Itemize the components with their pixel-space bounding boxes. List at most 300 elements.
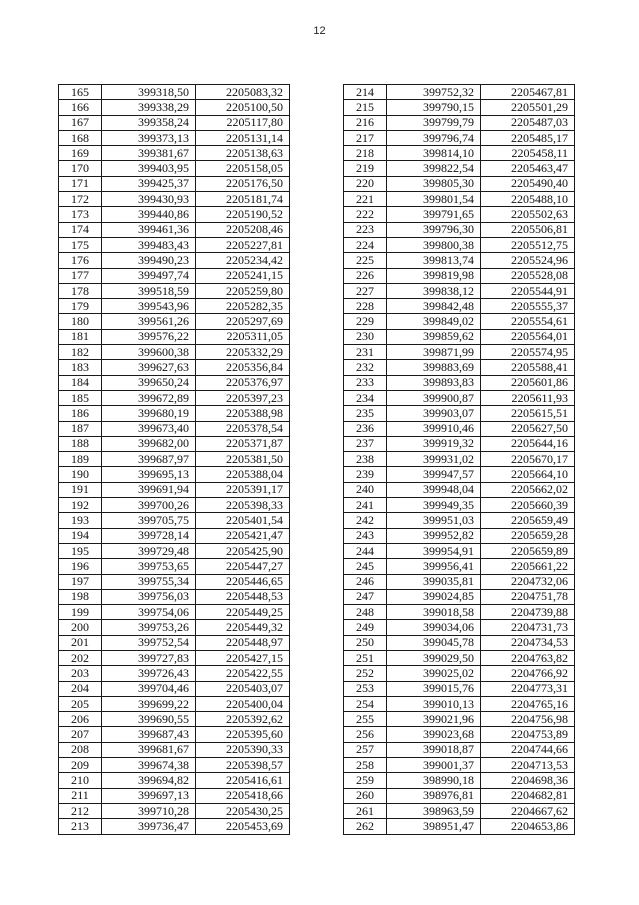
x-coordinate-cell: 399430,93 (102, 192, 196, 207)
y-coordinate-cell: 2205398,57 (196, 758, 290, 773)
point-number-cell: 201 (59, 635, 102, 650)
point-number-cell: 197 (59, 574, 102, 589)
x-coordinate-cell: 399627,63 (102, 360, 196, 375)
y-coordinate-cell: 2205458,11 (481, 146, 575, 161)
y-coordinate-cell: 2205463,47 (481, 161, 575, 176)
table-row (344, 268, 575, 283)
y-coordinate-cell: 2205416,61 (196, 773, 290, 788)
point-number-cell: 212 (59, 803, 102, 818)
point-number-cell: 189 (59, 452, 102, 467)
x-coordinate-cell: 399838,12 (387, 283, 481, 298)
table-row (344, 192, 575, 207)
point-number-cell: 221 (344, 192, 387, 207)
x-coordinate-cell: 399819,98 (387, 268, 481, 283)
point-number-cell: 166 (59, 100, 102, 115)
y-coordinate-cell: 2205138,63 (196, 146, 290, 161)
point-number-cell: 173 (59, 207, 102, 222)
point-number-cell: 181 (59, 329, 102, 344)
table-row (344, 161, 575, 176)
x-coordinate-cell: 399919,32 (387, 436, 481, 451)
table-row (344, 620, 575, 635)
table-row (344, 513, 575, 528)
x-coordinate-cell: 399814,10 (387, 146, 481, 161)
table-row (344, 85, 575, 100)
y-coordinate-cell: 2205644,16 (481, 436, 575, 451)
table-row (344, 452, 575, 467)
x-coordinate-cell: 399883,69 (387, 360, 481, 375)
x-coordinate-cell: 399753,65 (102, 559, 196, 574)
table-row (344, 360, 575, 375)
point-number-cell: 229 (344, 314, 387, 329)
table-row (344, 574, 575, 589)
y-coordinate-cell: 2205083,32 (196, 85, 290, 100)
table-row (344, 482, 575, 497)
point-number-cell: 180 (59, 314, 102, 329)
point-number-cell: 179 (59, 299, 102, 314)
x-coordinate-cell: 399673,40 (102, 421, 196, 436)
x-coordinate-cell: 399849,02 (387, 314, 481, 329)
point-number-cell: 240 (344, 482, 387, 497)
x-coordinate-cell: 398976,81 (387, 788, 481, 803)
point-number-cell: 243 (344, 528, 387, 543)
y-coordinate-cell: 2205158,05 (196, 161, 290, 176)
x-coordinate-cell: 399023,68 (387, 727, 481, 742)
x-coordinate-cell: 399900,87 (387, 390, 481, 405)
x-coordinate-cell: 399318,50 (102, 85, 196, 100)
x-coordinate-cell: 399755,34 (102, 574, 196, 589)
table-row (59, 559, 290, 574)
table-row (59, 528, 290, 543)
x-coordinate-cell: 399822,54 (387, 161, 481, 176)
table-row (59, 727, 290, 742)
x-coordinate-cell: 399650,24 (102, 375, 196, 390)
x-coordinate-cell: 399025,02 (387, 666, 481, 681)
y-coordinate-cell: 2205659,28 (481, 528, 575, 543)
x-coordinate-cell: 399490,23 (102, 253, 196, 268)
x-coordinate-cell: 398951,47 (387, 819, 481, 834)
point-number-cell: 248 (344, 605, 387, 620)
point-number-cell: 165 (59, 85, 102, 100)
x-coordinate-cell: 399034,06 (387, 620, 481, 635)
y-coordinate-cell: 2205403,07 (196, 681, 290, 696)
x-coordinate-cell: 399753,26 (102, 620, 196, 635)
table-row (344, 666, 575, 681)
x-coordinate-cell: 399029,50 (387, 650, 481, 665)
y-coordinate-cell: 2205398,33 (196, 498, 290, 513)
x-coordinate-cell: 399910,46 (387, 421, 481, 436)
point-number-cell: 232 (344, 360, 387, 375)
table-row (59, 803, 290, 818)
x-coordinate-cell: 399903,07 (387, 406, 481, 421)
table-row (344, 528, 575, 543)
y-coordinate-cell: 2204667,62 (481, 803, 575, 818)
point-number-cell: 186 (59, 406, 102, 421)
point-number-cell: 236 (344, 421, 387, 436)
page-number: 12 (313, 25, 326, 37)
y-coordinate-cell: 2205391,17 (196, 482, 290, 497)
x-coordinate-cell: 399954,91 (387, 543, 481, 558)
y-coordinate-cell: 2204653,86 (481, 819, 575, 834)
y-coordinate-cell: 2205190,52 (196, 207, 290, 222)
point-number-cell: 216 (344, 115, 387, 130)
table-row (59, 85, 290, 100)
table-row (344, 543, 575, 558)
table-row (59, 620, 290, 635)
x-coordinate-cell: 399015,76 (387, 681, 481, 696)
x-coordinate-cell: 399756,03 (102, 589, 196, 604)
x-coordinate-cell: 399010,13 (387, 696, 481, 711)
y-coordinate-cell: 2205176,50 (196, 176, 290, 191)
y-coordinate-cell: 2205659,49 (481, 513, 575, 528)
x-coordinate-cell: 398963,59 (387, 803, 481, 818)
coordinates-table-left (58, 84, 290, 835)
y-coordinate-cell: 2204734,53 (481, 635, 575, 650)
table-row (59, 605, 290, 620)
y-coordinate-cell: 2205376,97 (196, 375, 290, 390)
x-coordinate-cell: 399801,54 (387, 192, 481, 207)
point-number-cell: 241 (344, 498, 387, 513)
x-coordinate-cell: 399687,97 (102, 452, 196, 467)
y-coordinate-cell: 2205664,10 (481, 467, 575, 482)
y-coordinate-cell: 2205660,39 (481, 498, 575, 513)
x-coordinate-cell: 399024,85 (387, 589, 481, 604)
y-coordinate-cell: 2205488,10 (481, 192, 575, 207)
x-coordinate-cell: 399687,43 (102, 727, 196, 742)
y-coordinate-cell: 2205670,17 (481, 452, 575, 467)
y-coordinate-cell: 2204765,16 (481, 696, 575, 711)
x-coordinate-cell: 399358,24 (102, 115, 196, 130)
table-row (344, 314, 575, 329)
table-row (59, 329, 290, 344)
point-number-cell: 225 (344, 253, 387, 268)
x-coordinate-cell: 399752,54 (102, 635, 196, 650)
table-row (59, 436, 290, 451)
point-number-cell: 178 (59, 283, 102, 298)
y-coordinate-cell: 2205615,51 (481, 406, 575, 421)
table-row (59, 712, 290, 727)
point-number-cell: 235 (344, 406, 387, 421)
point-number-cell: 171 (59, 176, 102, 191)
y-coordinate-cell: 2205449,32 (196, 620, 290, 635)
x-coordinate-cell: 399931,02 (387, 452, 481, 467)
table-row (59, 421, 290, 436)
point-number-cell: 227 (344, 283, 387, 298)
point-number-cell: 174 (59, 222, 102, 237)
y-coordinate-cell: 2204756,98 (481, 712, 575, 727)
point-number-cell: 245 (344, 559, 387, 574)
y-coordinate-cell: 2205544,91 (481, 283, 575, 298)
x-coordinate-cell: 399859,62 (387, 329, 481, 344)
x-coordinate-cell: 399695,13 (102, 467, 196, 482)
table-row (344, 589, 575, 604)
y-coordinate-cell: 2205311,05 (196, 329, 290, 344)
table-row (59, 758, 290, 773)
y-coordinate-cell: 2204682,81 (481, 788, 575, 803)
point-number-cell: 222 (344, 207, 387, 222)
y-coordinate-cell: 2204732,06 (481, 574, 575, 589)
y-coordinate-cell: 2205554,61 (481, 314, 575, 329)
y-coordinate-cell: 2205381,50 (196, 452, 290, 467)
x-coordinate-cell: 399035,81 (387, 574, 481, 589)
y-coordinate-cell: 2205241,15 (196, 268, 290, 283)
table-row (344, 130, 575, 145)
table-row (59, 222, 290, 237)
point-number-cell: 237 (344, 436, 387, 451)
point-number-cell: 214 (344, 85, 387, 100)
table-row (59, 574, 290, 589)
point-number-cell: 207 (59, 727, 102, 742)
point-number-cell: 188 (59, 436, 102, 451)
point-number-cell: 251 (344, 650, 387, 665)
x-coordinate-cell: 399871,99 (387, 345, 481, 360)
table-row (344, 406, 575, 421)
table-row (344, 436, 575, 451)
y-coordinate-cell: 2205400,04 (196, 696, 290, 711)
y-coordinate-cell: 2205487,03 (481, 115, 575, 130)
point-number-cell: 246 (344, 574, 387, 589)
y-coordinate-cell: 2205422,55 (196, 666, 290, 681)
x-coordinate-cell: 399483,43 (102, 237, 196, 252)
table-row (344, 773, 575, 788)
table-row (59, 161, 290, 176)
table-row (59, 742, 290, 757)
table-row (59, 467, 290, 482)
table-row (344, 207, 575, 222)
point-number-cell: 170 (59, 161, 102, 176)
x-coordinate-cell: 399699,22 (102, 696, 196, 711)
point-number-cell: 192 (59, 498, 102, 513)
table-row (59, 192, 290, 207)
y-coordinate-cell: 2205282,35 (196, 299, 290, 314)
y-coordinate-cell: 2204713,53 (481, 758, 575, 773)
y-coordinate-cell: 2205659,89 (481, 543, 575, 558)
point-number-cell: 184 (59, 375, 102, 390)
table-row (344, 650, 575, 665)
point-number-cell: 187 (59, 421, 102, 436)
table-row (344, 696, 575, 711)
y-coordinate-cell: 2205506,81 (481, 222, 575, 237)
x-coordinate-cell: 399600,38 (102, 345, 196, 360)
x-coordinate-cell: 399949,35 (387, 498, 481, 513)
table-row (59, 513, 290, 528)
y-coordinate-cell: 2205371,87 (196, 436, 290, 451)
point-number-cell: 185 (59, 390, 102, 405)
point-number-cell: 244 (344, 543, 387, 558)
table-row (344, 758, 575, 773)
y-coordinate-cell: 2205418,66 (196, 788, 290, 803)
y-coordinate-cell: 2205446,65 (196, 574, 290, 589)
x-coordinate-cell: 399403,95 (102, 161, 196, 176)
table-row (344, 176, 575, 191)
x-coordinate-cell: 399736,47 (102, 819, 196, 834)
x-coordinate-cell: 399813,74 (387, 253, 481, 268)
y-coordinate-cell: 2205332,29 (196, 345, 290, 360)
table-row (344, 345, 575, 360)
x-coordinate-cell: 399680,19 (102, 406, 196, 421)
point-number-cell: 208 (59, 742, 102, 757)
point-number-cell: 182 (59, 345, 102, 360)
x-coordinate-cell: 399796,30 (387, 222, 481, 237)
table-row (344, 605, 575, 620)
x-coordinate-cell: 399951,03 (387, 513, 481, 528)
point-number-cell: 231 (344, 345, 387, 360)
x-coordinate-cell: 399728,14 (102, 528, 196, 543)
point-number-cell: 204 (59, 681, 102, 696)
y-coordinate-cell: 2205425,90 (196, 543, 290, 558)
table-row (344, 237, 575, 252)
point-number-cell: 256 (344, 727, 387, 742)
y-coordinate-cell: 2204763,82 (481, 650, 575, 665)
point-number-cell: 224 (344, 237, 387, 252)
table-row (59, 360, 290, 375)
point-number-cell: 217 (344, 130, 387, 145)
x-coordinate-cell: 399947,57 (387, 467, 481, 482)
y-coordinate-cell: 2205574,95 (481, 345, 575, 360)
y-coordinate-cell: 2205427,15 (196, 650, 290, 665)
y-coordinate-cell: 2204698,36 (481, 773, 575, 788)
table-row (59, 375, 290, 390)
point-number-cell: 202 (59, 650, 102, 665)
table-row (344, 375, 575, 390)
x-coordinate-cell: 399518,59 (102, 283, 196, 298)
x-coordinate-cell: 399018,58 (387, 605, 481, 620)
table-row (344, 712, 575, 727)
point-number-cell: 198 (59, 589, 102, 604)
table-row (59, 253, 290, 268)
table-row (344, 727, 575, 742)
y-coordinate-cell: 2205392,62 (196, 712, 290, 727)
point-number-cell: 252 (344, 666, 387, 681)
point-number-cell: 258 (344, 758, 387, 773)
point-number-cell: 228 (344, 299, 387, 314)
y-coordinate-cell: 2205117,80 (196, 115, 290, 130)
point-number-cell: 218 (344, 146, 387, 161)
x-coordinate-cell: 399561,26 (102, 314, 196, 329)
table-row (59, 589, 290, 604)
point-number-cell: 183 (59, 360, 102, 375)
y-coordinate-cell: 2204744,66 (481, 742, 575, 757)
x-coordinate-cell: 399681,67 (102, 742, 196, 757)
y-coordinate-cell: 2205661,22 (481, 559, 575, 574)
point-number-cell: 249 (344, 620, 387, 635)
x-coordinate-cell: 399381,67 (102, 146, 196, 161)
point-number-cell: 230 (344, 329, 387, 344)
point-number-cell: 213 (59, 819, 102, 834)
point-number-cell: 193 (59, 513, 102, 528)
table-row (344, 819, 575, 834)
point-number-cell: 257 (344, 742, 387, 757)
point-number-cell: 205 (59, 696, 102, 711)
table-row (344, 299, 575, 314)
point-number-cell: 175 (59, 237, 102, 252)
y-coordinate-cell: 2205397,23 (196, 390, 290, 405)
x-coordinate-cell: 399956,41 (387, 559, 481, 574)
point-number-cell: 203 (59, 666, 102, 681)
x-coordinate-cell: 399690,55 (102, 712, 196, 727)
x-coordinate-cell: 399893,83 (387, 375, 481, 390)
point-number-cell: 167 (59, 115, 102, 130)
table-row (59, 176, 290, 191)
y-coordinate-cell: 2205401,54 (196, 513, 290, 528)
table-row (344, 467, 575, 482)
point-number-cell: 209 (59, 758, 102, 773)
point-number-cell: 206 (59, 712, 102, 727)
point-number-cell: 168 (59, 130, 102, 145)
y-coordinate-cell: 2205448,53 (196, 589, 290, 604)
table-row (59, 406, 290, 421)
table-row (344, 559, 575, 574)
point-number-cell: 259 (344, 773, 387, 788)
x-coordinate-cell: 399752,32 (387, 85, 481, 100)
x-coordinate-cell: 399697,13 (102, 788, 196, 803)
y-coordinate-cell: 2204739,88 (481, 605, 575, 620)
x-coordinate-cell: 399790,15 (387, 100, 481, 115)
x-coordinate-cell: 399800,38 (387, 237, 481, 252)
y-coordinate-cell: 2205502,63 (481, 207, 575, 222)
x-coordinate-cell: 399691,94 (102, 482, 196, 497)
table-row (344, 253, 575, 268)
table-row (344, 498, 575, 513)
x-coordinate-cell: 399674,38 (102, 758, 196, 773)
table-row (344, 635, 575, 650)
y-coordinate-cell: 2205564,01 (481, 329, 575, 344)
y-coordinate-cell: 2205588,41 (481, 360, 575, 375)
table-row (344, 681, 575, 696)
x-coordinate-cell: 399799,79 (387, 115, 481, 130)
coordinates-table-right (343, 84, 575, 835)
table-row (344, 788, 575, 803)
y-coordinate-cell: 2205448,97 (196, 635, 290, 650)
y-coordinate-cell: 2205467,81 (481, 85, 575, 100)
point-number-cell: 190 (59, 467, 102, 482)
table-row (59, 283, 290, 298)
y-coordinate-cell: 2204753,89 (481, 727, 575, 742)
point-number-cell: 262 (344, 819, 387, 834)
y-coordinate-cell: 2205449,25 (196, 605, 290, 620)
table-row (59, 498, 290, 513)
x-coordinate-cell: 399727,83 (102, 650, 196, 665)
x-coordinate-cell: 399440,86 (102, 207, 196, 222)
point-number-cell: 176 (59, 253, 102, 268)
point-number-cell: 226 (344, 268, 387, 283)
y-coordinate-cell: 2205430,25 (196, 803, 290, 818)
x-coordinate-cell: 399791,65 (387, 207, 481, 222)
table-row (59, 299, 290, 314)
table-row (344, 742, 575, 757)
point-number-cell: 196 (59, 559, 102, 574)
point-number-cell: 169 (59, 146, 102, 161)
point-number-cell: 195 (59, 543, 102, 558)
y-coordinate-cell: 2204766,92 (481, 666, 575, 681)
y-coordinate-cell: 2205181,74 (196, 192, 290, 207)
y-coordinate-cell: 2205388,98 (196, 406, 290, 421)
table-row (344, 283, 575, 298)
table-row (59, 773, 290, 788)
table-row (59, 237, 290, 252)
x-coordinate-cell: 399543,96 (102, 299, 196, 314)
point-number-cell: 242 (344, 513, 387, 528)
y-coordinate-cell: 2205378,54 (196, 421, 290, 436)
point-number-cell: 210 (59, 773, 102, 788)
y-coordinate-cell: 2205662,02 (481, 482, 575, 497)
y-coordinate-cell: 2204773,31 (481, 681, 575, 696)
y-coordinate-cell: 2205297,69 (196, 314, 290, 329)
x-coordinate-cell: 399710,28 (102, 803, 196, 818)
table-row (59, 650, 290, 665)
y-coordinate-cell: 2205131,14 (196, 130, 290, 145)
y-coordinate-cell: 2205259,80 (196, 283, 290, 298)
point-number-cell: 261 (344, 803, 387, 818)
